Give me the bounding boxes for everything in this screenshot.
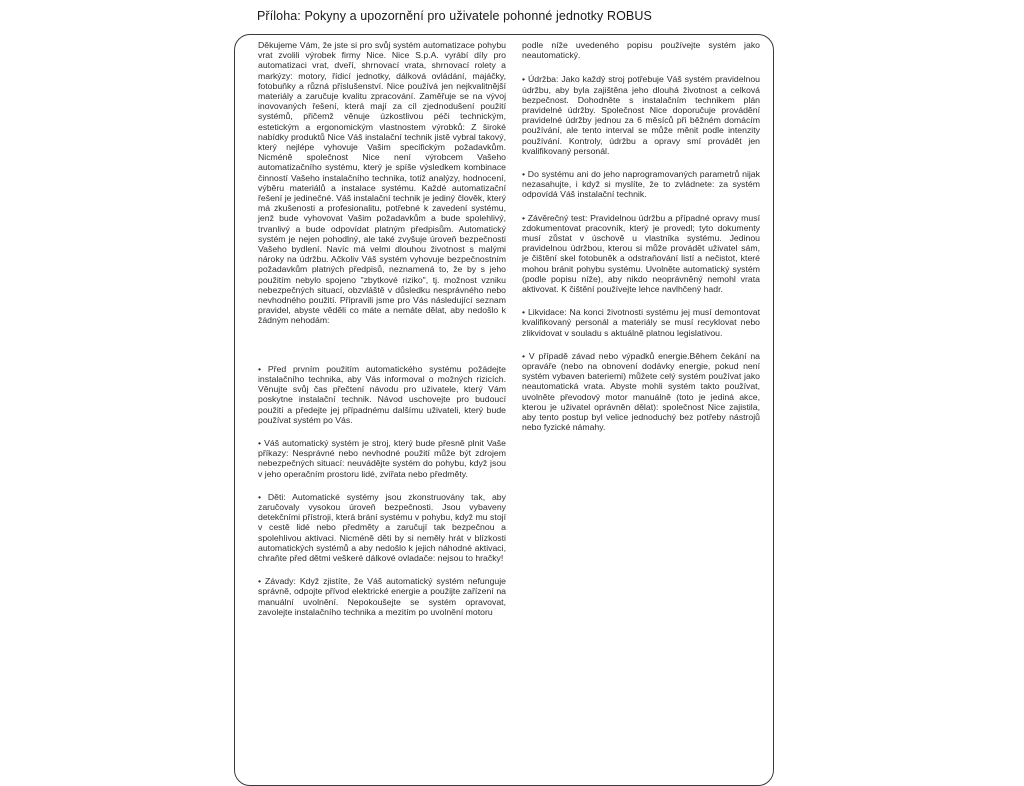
left-column [258,40,506,630]
intro-paragraph: Děkujeme Vám, že jste si pro svůj systém automatizace pohybu vrat zvolili výrobek firmy Nice. Nice S.p.A. vyrábí díly pro automatizaci vrat, dveří, shrnovací vrata, shrnovací rolety a markýzy: motory, řídicí jednotky, dálková ovládání, majáčky, fotobuňky a různá příslušenství. Nice používá jen nejkvalitnější materiály a zaručuje kvalitu zpracování. Zaměřuje se na vývoj inovovaných řešení, která mají za cíl zjednodušení použití systémů, přičemž věnuje úzkostlivou péči technickým, estetickým a ergonomickým vlastnostem výrobků: Z široké nabídky produktů Nice Váš instalační technik jistě vybral takový, který nejlépe vyhovuje Vašim specifickým požadavkům. Nicméně společnost Nice není výrobcem Vašeho automatizačního systému, který je spíše výsledkem kombinace činností Vašeho instalačního technika, totiž analýzy, hodnocení, výběru materiálů a instalace systému. Každé automatizační řešení je jedinečné. Váš instalační technik je jediný člověk, který má zkušenosti a profesionalitu, potřebné k zavedení systému, jenž bude vyhovovat Vašim požadavkům a bude spolehlivý, trvanlivý a bude odpovídat platným předpisům. Automatický systém je nejen pohodlný, ale také zvyšuje úroveň bezpečnosti Vašeho bydlení. Navíc má velmi dlouhou životnost s malými nároky na údržbu. Ačkoliv Váš systém vyhovuje bezpečnostním požadavkům platných předpisů, neznamená to, že by s jeho použitím nebylo spojeno "zbytkové riziko", tj. možnost vzniku nebezpečných situací, obzvláště v důsledku nesprávného nebo nevhodného použití. Připravili jsme pro Vás následující seznam pravidel, abyste věděli co máte a nemáte dělat, aby nedošlo k žádným nehodám: [258,40,506,326]
bullet-power-failure: • V případě závad nebo výpadků energie.Během čekání na opraváře (nebo na obnovení dodávky energie, pokud není systém vybaven bateriemi) můžete celý systém používat jako neautomatická vrata. Abyste mohli systém takto používat, uvolněte převodový motor manuálně (toto je jediná akce, kterou je uživatel oprávněn dělat): společnost Nice zajistila, aby tento postup byl velice jednoduchý bez potřeby nástrojů nebo fyzické námahy. [522,350,760,433]
bullet-machine: • Váš automatický systém je stroj, který bude přesně plnit Vaše příkazy: Nesprávné nebo nevhodné použití může být zdrojem nebezpečných situací: neuvádějte systém do pohybu, když jsou v jeho operačním prostoru lidé, zvířata nebo předměty. [258,437,506,479]
bullet-disposal: • Likvidace: Na konci životnosti systému jej musí demontovat kvalifikovaný personál a materiály se musí recyklovat nebo zlikvidovat v souladu s aktuálně platnou legislativou. [522,307,760,338]
bullet-no-tampering: • Do systému ani do jeho naprogramovaných parametrů nijak nezasahujte, i když si myslíte, že to zvládnete: za systém odpovídá Váš instalační technik. [522,169,760,200]
bullet-maintenance: • Údržba: Jako každý stroj potřebuje Váš systém pravidelnou údržbu, aby byla zajištěna jeho dlouhá životnost a celková bezpečnost. Dohodněte s instalačním technikem plán pravidelné údržby. Společnost Nice doporučuje provádění pravidelné údržby jednou za 6 měsíců při běžném domácím používání, ale tento interval se může měnit podle intenzity používání. Kontroly, údržbu a opravy smí provádět jen kvalifikovaný personál. [522,74,760,156]
page-header-title: Příloha: Pokyny a upozornění pro uživatele pohonné jednotky ROBUS [257,9,652,23]
bullet-children: • Děti: Automatické systémy jsou zkonstruovány tak, aby zaručovaly vysokou úroveň bezpečnosti. Jsou vybaveny detekčními přístroji, která brání systému v pohybu, když mu stojí v cestě lidé nebo předměty a zaručují tak bezpečnou a spolehlivou aktivaci. Nicméně děti by si neměly hrát v blízkosti automatických systémů a aby nedošlo k jejich náhodné aktivaci, chraňte před dětmi veškeré dálkové ovladače: nejsou to hračky! [258,491,506,563]
continuation-paragraph: podle níže uvedeného popisu používejte systém jako neautomatický. [522,40,760,61]
right-column [522,40,760,446]
bullet-first-use: • Před prvním použitím automatického systému požádejte instalačního technika, aby Vás informoval o možných rizicích. Věnujte svůj čas přečtení návodu pro uživatele, který Vám poskytne instalační technik. Návod uschovejte pro budoucí použití a předejte jej případnému dalšímu uživateli, který bude používat systém po Vás. [258,363,506,425]
bullet-faults: • Závady: Když zjistíte, že Váš automatický systém nefunguje správně, odpojte přívod elektrické energie a použijte zařízení na manuální uvolnění. Nepokoušejte se systém opravovat, zavolejte instalačního technika a mezitím po uvolnění motoru [258,576,506,617]
bullet-final-test: • Závěrečný test: Pravidelnou údržbu a případné opravy musí zdokumentovat pracovník, který je provedl; tyto dokumenty musí zůstat v úschově u vlastníka systému. Jedinou pravidelnou údržbou, kterou si může provádět uživatel sám, je čištění skel fotobuněk a odstraňování listí a nečistot, které mohou bránit pohybu systému. Uvolněte automatický systém (podle popisu níže), aby nikdo neoprávněný nemohl vrata aktivovat. K čištění používejte lehce navlhčený hadr. [522,212,760,295]
